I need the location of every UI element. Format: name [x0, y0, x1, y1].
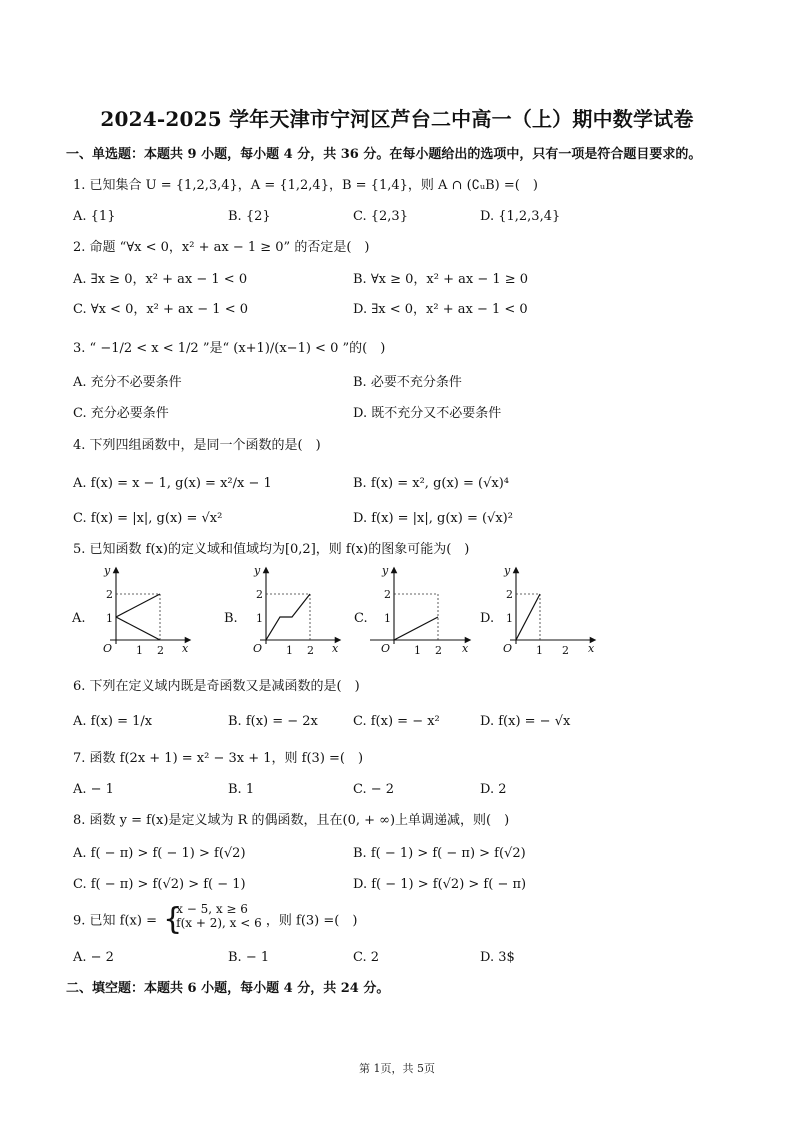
graph-c-xtick-2: 2 — [435, 644, 442, 657]
graph-c-origin: O — [381, 642, 391, 655]
q1-option-a: A. {1} — [73, 209, 116, 224]
graph-d-ytick-2: 2 — [506, 588, 513, 601]
q6-option-a: A. f(x) = 1/x — [73, 714, 153, 729]
q9-brace: { — [163, 902, 183, 937]
q3-option-d: D. 既不充分又不必要条件 — [353, 406, 502, 421]
q9-stem-pre: 9. 已知 f(x) = — [73, 913, 157, 929]
graph-d-xtick-2: 2 — [562, 644, 569, 657]
graph-a — [71, 564, 190, 657]
page-title: 2024-2025 学年天津市宁河区芦台二中高一（上）期中数学试卷 — [100, 107, 694, 131]
q8-option-d: D. f( − 1) > f(√2) > f( − π) — [353, 877, 527, 892]
q6-option-b: B. f(x) = − 2x — [228, 714, 318, 729]
q3-option-b: B. 必要不充分条件 — [353, 375, 462, 390]
graph-a-origin: O — [103, 642, 113, 655]
question-8-stem: 8. 函数 y = f(x)是定义域为 R 的偶函数，且在(0, + ∞)上单调递减，则( ) — [73, 813, 510, 828]
question-7-stem: 7. 函数 f(2x + 1) = x² − 3x + 1，则 f(3) =( ) — [73, 751, 364, 766]
graph-d-ytick-1: 1 — [506, 612, 513, 625]
q3-option-a: A. 充分不必要条件 — [73, 375, 182, 390]
q4-option-c: C. f(x) = |x|, g(x) = √x² — [73, 511, 223, 526]
q8-option-c: C. f( − π) > f(√2) > f( − 1) — [73, 877, 246, 892]
graph-a-ytick-1: 1 — [106, 612, 113, 625]
graph-c-y-label: y — [382, 564, 389, 577]
graph-a-xtick-1: 1 — [136, 644, 143, 657]
graph-c-x-label: x — [462, 642, 469, 655]
graph-b-y-label: y — [254, 564, 261, 577]
section-2-heading: 二、填空题：本题共 6 小题，每小题 4 分，共 24 分。 — [66, 981, 390, 996]
question-1-stem: 1. 已知集合 U = {1,2,3,4}，A = {1,2,4}，B = {1,4}，则 A ∩ (∁ᵤB) =( ) — [73, 178, 538, 193]
graph-a-line-up — [116, 594, 160, 617]
graph-c-line — [394, 617, 438, 640]
q4-option-a: A. f(x) = x − 1, g(x) = x²/x − 1 — [73, 476, 272, 491]
graph-b-polyline — [266, 594, 310, 640]
q9-option-b: B. − 1 — [228, 950, 270, 965]
q7-option-b: B. 1 — [228, 782, 255, 797]
graph-b-letter: B. — [224, 611, 238, 626]
q5-graph-options — [70, 562, 630, 672]
graph-a-ytick-2: 2 — [106, 588, 113, 601]
q2-option-d: D. ∃x < 0，x² + ax − 1 < 0 — [353, 302, 528, 317]
q2-option-b: B. ∀x ≥ 0，x² + ax − 1 ≥ 0 — [353, 272, 529, 287]
graph-d-letter: D. — [480, 611, 495, 626]
q8-option-a: A. f( − π) > f( − 1) > f(√2) — [73, 846, 246, 861]
question-5-stem: 5. 已知函数 f(x)的定义域和值域均为[0,2]，则 f(x)的图象可能为( ) — [73, 542, 470, 557]
graph-b-origin: O — [253, 642, 263, 655]
q9-stem-post: ，则 f(3) =( ) — [265, 913, 358, 929]
q6-option-d: D. f(x) = − √x — [480, 714, 571, 729]
q7-option-d: D. 2 — [480, 782, 507, 797]
q1-option-d: D. {1,2,3,4} — [480, 209, 561, 224]
graph-c — [354, 564, 470, 657]
graph-b — [224, 564, 340, 657]
q9-case-2: f(x + 2), x < 6 — [176, 916, 262, 930]
q2-option-c: C. ∀x < 0，x² + ax − 1 < 0 — [73, 302, 248, 317]
question-9-stem — [73, 902, 358, 937]
q4-option-d: D. f(x) = |x|, g(x) = (√x)² — [353, 511, 513, 526]
q7-option-c: C. − 2 — [353, 782, 395, 797]
graph-d-line — [516, 594, 540, 640]
q9-option-c: C. 2 — [353, 950, 380, 965]
q1-option-c: C. {2,3} — [353, 209, 408, 224]
graph-a-xtick-2: 2 — [157, 644, 164, 657]
graph-c-xtick-1: 1 — [414, 644, 421, 657]
graph-a-line-down — [116, 617, 160, 640]
graph-a-x-label: x — [182, 642, 189, 655]
graph-b-x-label: x — [332, 642, 339, 655]
q2-option-a: A. ∃x ≥ 0，x² + ax − 1 < 0 — [73, 272, 248, 287]
q8-option-b: B. f( − 1) > f( − π) > f(√2) — [353, 846, 526, 861]
q1-option-b: B. {2} — [228, 209, 271, 224]
graph-a-letter: A. — [72, 611, 86, 626]
q9-option-a: A. − 2 — [73, 950, 114, 965]
question-2-stem: 2. 命题 “∀x < 0，x² + ax − 1 ≥ 0” 的否定是( ) — [73, 240, 370, 255]
graph-a-y-label: y — [104, 564, 111, 577]
graph-c-ytick-1: 1 — [384, 612, 391, 625]
graph-d-xtick-1: 1 — [536, 644, 543, 657]
graph-d-origin: O — [503, 642, 513, 655]
graph-c-ytick-2: 2 — [384, 588, 391, 601]
q4-option-b: B. f(x) = x², g(x) = (√x)⁴ — [353, 476, 509, 491]
q9-piecewise — [163, 902, 262, 937]
question-4-stem: 4. 下列四组函数中，是同一个函数的是( ) — [73, 438, 321, 453]
graph-b-ytick-1: 1 — [256, 612, 263, 625]
graph-b-ytick-2: 2 — [256, 588, 263, 601]
graph-b-xtick-2: 2 — [307, 644, 314, 657]
graph-d-x-label: x — [588, 642, 595, 655]
section-1-heading: 一、单选题：本题共 9 小题，每小题 4 分，共 36 分。在每小题给出的选项中，只有一项是符合题目要求的。 — [66, 147, 702, 162]
graph-d — [480, 564, 595, 657]
question-3-stem: 3. “ −1/2 < x < 1/2 ”是“ (x+1)/(x−1) < 0 ”的( ) — [73, 341, 386, 356]
graph-d-y-label: y — [504, 564, 511, 577]
q3-option-c: C. 充分必要条件 — [73, 406, 169, 421]
graph-c-letter: C. — [354, 611, 368, 626]
q6-option-c: C. f(x) = − x² — [353, 714, 440, 729]
question-6-stem: 6. 下列在定义域内既是奇函数又是减函数的是( ) — [73, 679, 360, 694]
q9-option-d: D. 3$ — [480, 950, 515, 965]
graph-b-xtick-1: 1 — [286, 644, 293, 657]
page-footer: 第 1页，共 5页 — [359, 1062, 435, 1075]
q9-case-1: x − 5, x ≥ 6 — [176, 902, 248, 916]
q7-option-a: A. − 1 — [73, 782, 114, 797]
